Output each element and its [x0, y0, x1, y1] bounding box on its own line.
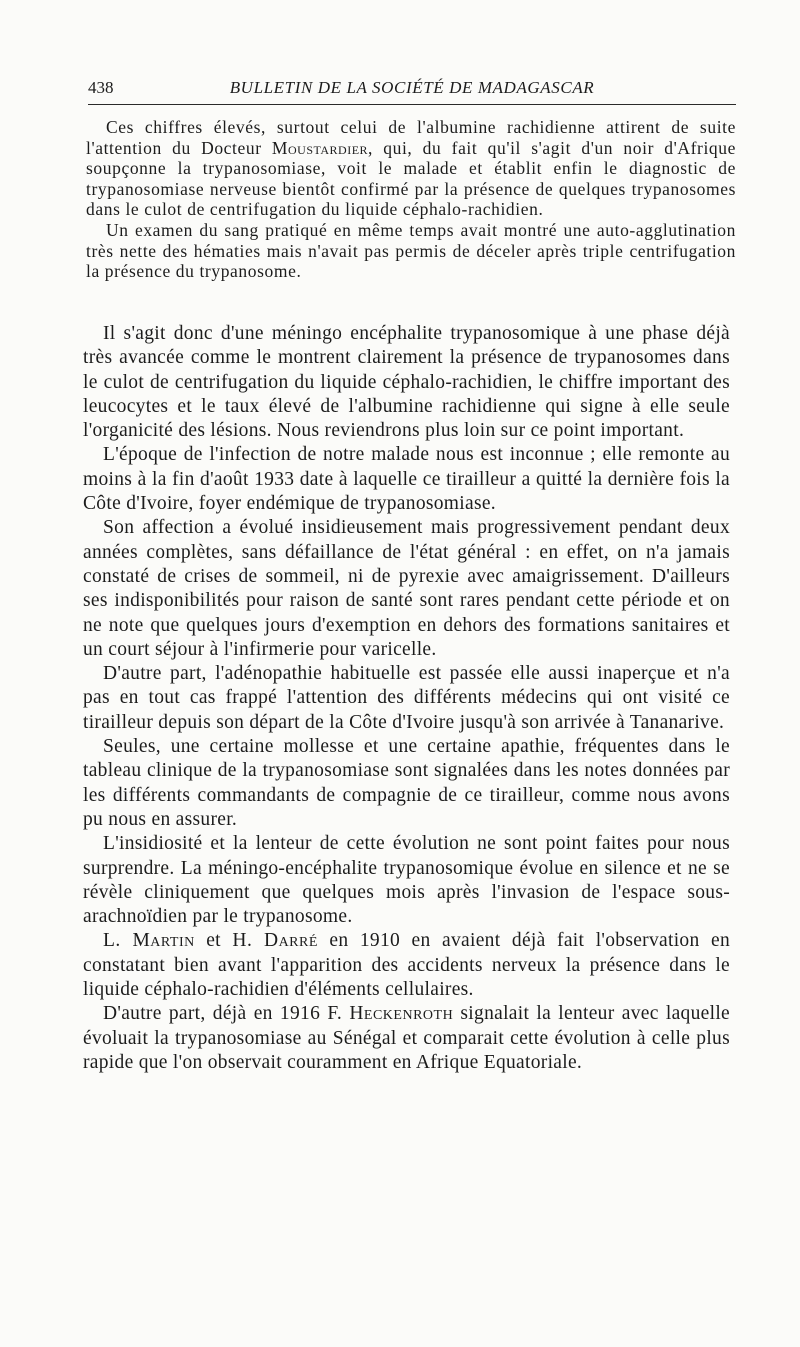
paragraph [83, 1002, 730, 1075]
paragraph: L'époque de l'infection de notre malade nous est inconnue ; elle remonte au moins à la fin d'août 1933 date à laquelle ce tirailleur a quitté la dernière fois la Côte d'Ivoire, foyer endémique de trypanosomiase. [83, 444, 730, 515]
header-rule [88, 104, 736, 105]
paragraph: Un examen du sang pratiqué en même temps avait montré une auto-agglutination très nette des hématies mais n'avait pas permis de déceler après triple centrifugation la présence du trypanosome. [86, 219, 736, 282]
text-run: signalait la lenteur avec laquelle évoluait la trypanosomiase au Sénégal et comparait cette évolution à celle plus rapide que l'on observait couramment en Afrique Equatoriale. [83, 1003, 730, 1073]
paragraph [83, 929, 730, 1002]
text-run: et [194, 930, 233, 952]
page-header [88, 78, 736, 100]
text-run: en 1910 en avaient déjà fait l'observation en constatant bien avant l'apparition des accidents nerveux la présence dans le liquide céphalo-rachidien d'éléments cellulaires. [83, 930, 730, 1001]
paragraph: D'autre part, l'adénopathie habituelle est passée elle aussi inaperçue et n'a pas en tout cas frappé l'attention des différents médecins qui ont visité ce tirailleur depuis son départ de la Côte d'Ivoire jusqu'à son arrivée à Tananarive. [83, 663, 730, 733]
discussion-block [83, 322, 730, 1075]
author-name: L. Martin [103, 930, 195, 952]
paragraph: Seules, une certaine mollesse et une certaine apathie, fréquentes dans le tableau clinique de la trypanosomiase sont signalées dans les notes données par les différents commandants de compagnie de ce tirailleur, comme nous avons pu nous en assurer. [83, 736, 730, 830]
case-report-block [86, 117, 736, 282]
page-number: 438 [88, 78, 114, 97]
text-run: , qui, du fait qu'il s'agit d'un noir d'Afrique soupçonne la trypanosomiase, voit le malade et établit enfin le diagnostic de trypanosomiase nerveuse bientôt confirmé par la présence de quelques trypanosomes dans le culot de centrifugation du liquide céphalo-rachidien. [86, 137, 736, 220]
paragraph: Son affection a évolué insidieusement mais progressivement pendant deux années complètes, sans défaillance de l'état général : en effet, on n'a jamais constaté de crises de sommeil, ni de pyrexie avec amaigrissement. D'ailleurs ses indisponibilités pour raison de santé sont rares pendant cette période et on ne note que quelques jours d'exemption en dehors des formations sanitaires et un court séjour à l'infirmerie pour varicelle. [83, 517, 730, 660]
running-title: BULLETIN DE LA SOCIÉTÉ DE MADAGASCAR [229, 78, 595, 97]
text-run: Ces chiffres élevés, surtout celui de l'albumine rachidienne attirent de suite l'attention du Docteur [86, 117, 736, 158]
text-run: D'autre part, déjà en 1916 F. [103, 1003, 350, 1025]
author-name: H. Darré [232, 930, 318, 952]
paragraph [86, 117, 736, 220]
author-name: Heckenroth [349, 1003, 454, 1025]
author-name: Moustardier [271, 137, 369, 158]
paragraph: Il s'agit donc d'une méningo encéphalite trypanosomique à une phase déjà très avancée comme le montrent clairement la présence de trypanosomes dans le culot de centrifugation du liquide céphalo-rachidien, le chiffre important des leucocytes et le taux élevé de l'albumine rachidienne qui signe à elle seule l'organicité des lésions. Nous reviendrons plus loin sur ce point important. [83, 323, 730, 442]
paragraph: L'insidiosité et la lenteur de cette évolution ne sont point faites pour nous surprendre. La méningo-encéphalite trypanosomique évolue en silence et ne se révèle cliniquement que quelques mois après l'invasion de l'espace sous-arachnoïdien par le trypanosome. [83, 833, 730, 928]
